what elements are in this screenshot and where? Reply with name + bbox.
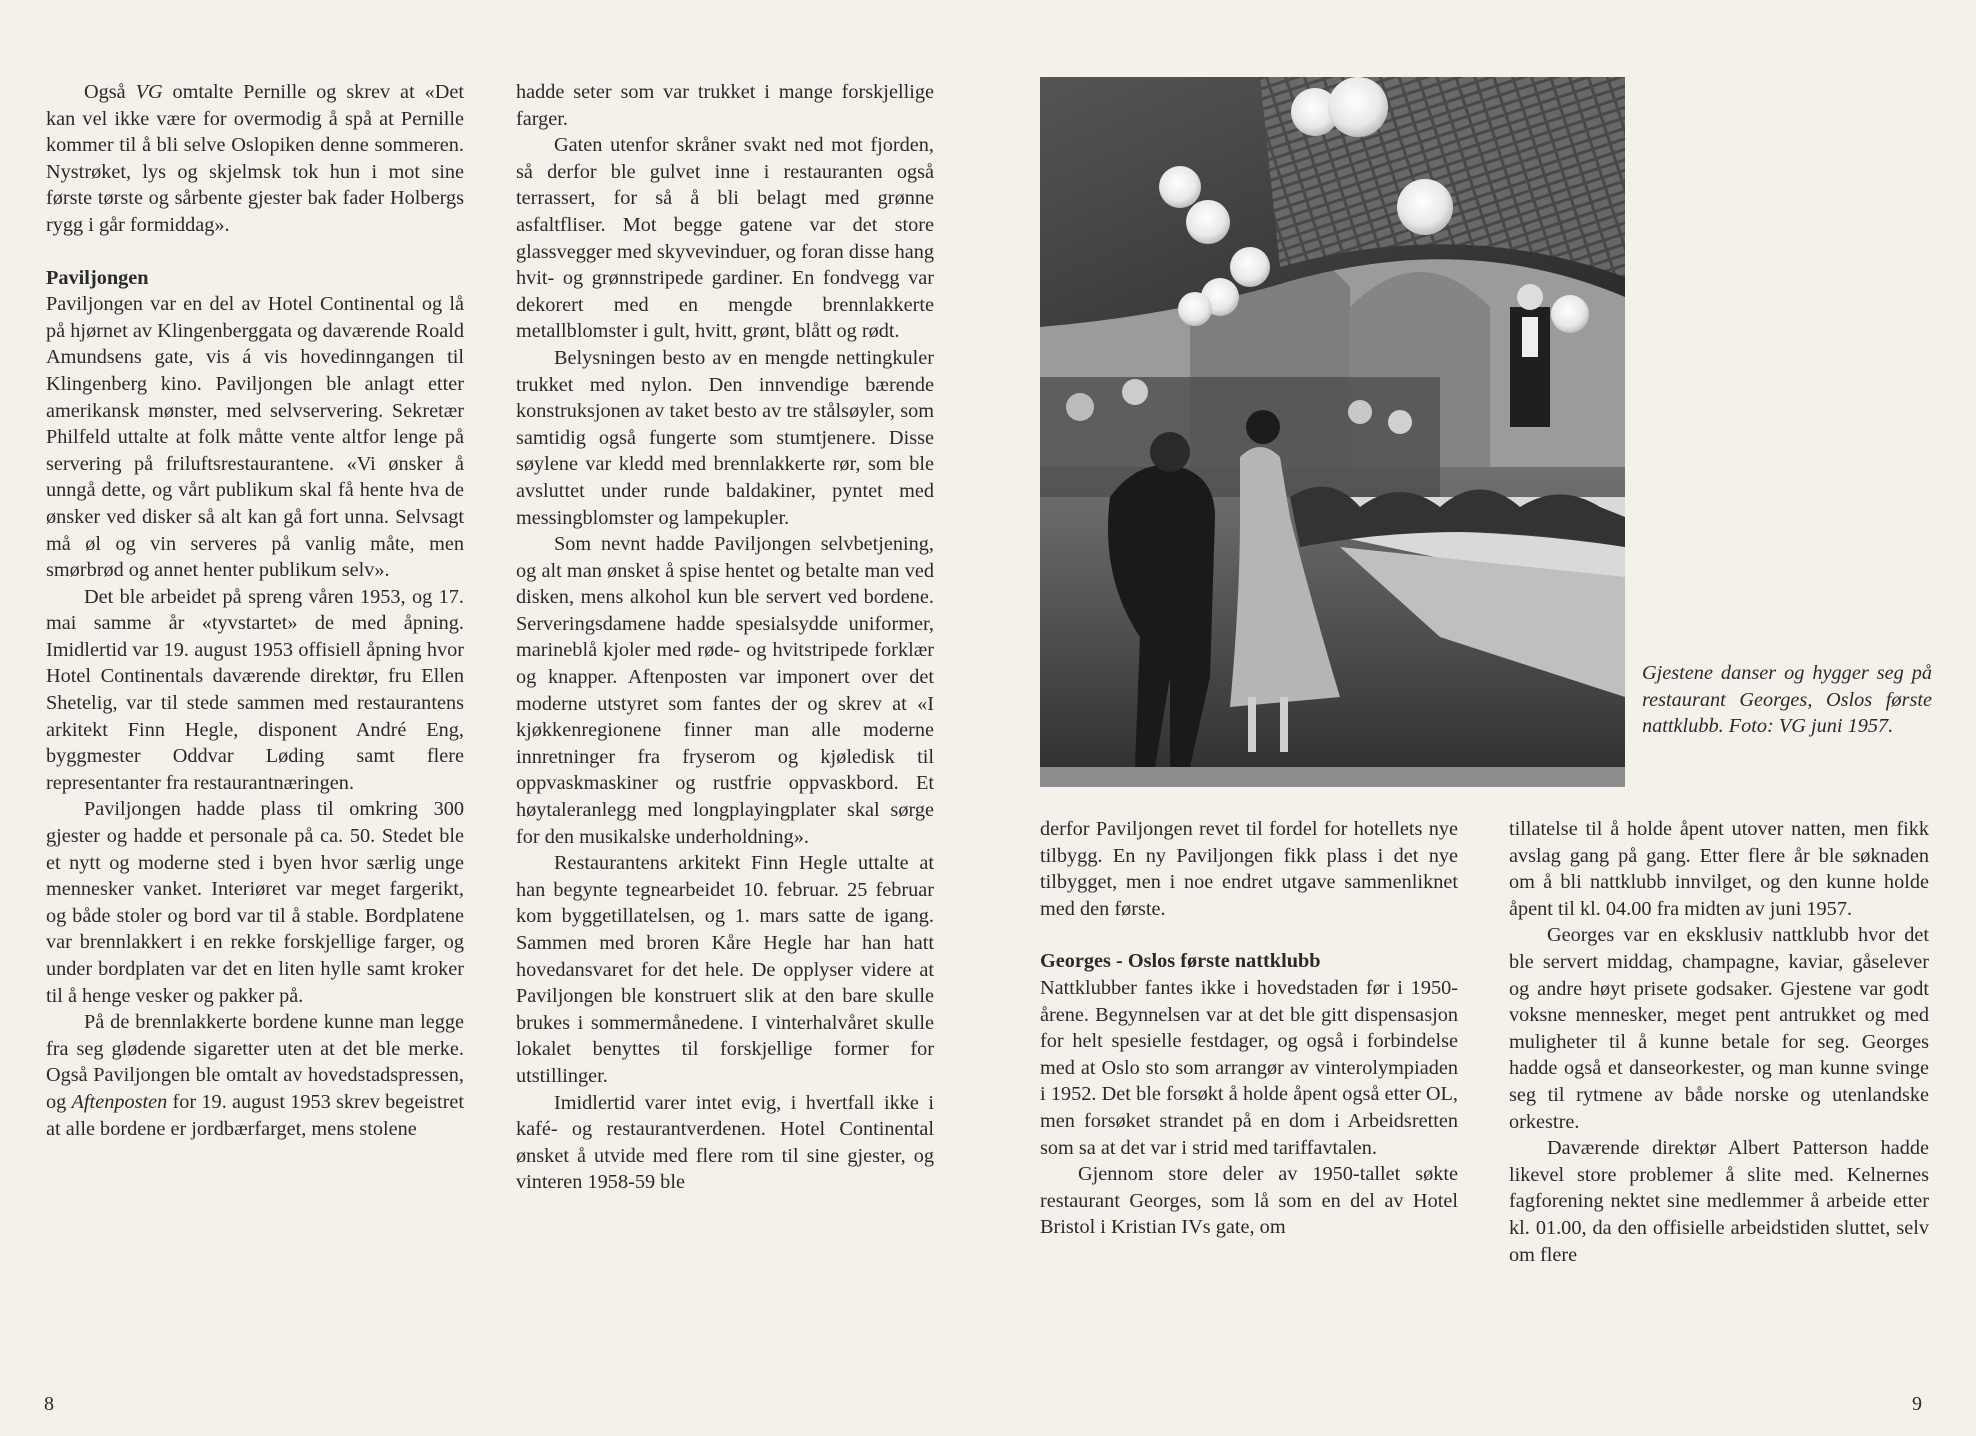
paragraph: Belysningen besto av en mengde nettingkuler trukket med nylon. Den innvendige bærende konstruksjonen av taket besto av tre stålsøyler, som samtidig også fungerte som stumtjenere. Disse søylene var kledd med brennlakkerte rør, som ble avsluttet under runde baldakiner, pyntet med messingblomster og lampekupler. — [516, 346, 934, 529]
section-heading-paviljongen: Paviljongen — [46, 266, 149, 289]
paragraph: Paviljongen var en del av Hotel Continental og lå på hjørnet av Klingenberggata og daværende Roald Amundsens gate, vis á vis hovedinngangen til Klingenberg kino. Paviljongen ble anlagt etter amerikansk mønster, med selvservering. Sekretær Philfeld uttalte at folk måtte vente altfor lenge på servering på friluftsrestaurantene. «Vi ønsker å unngå dette, og vårt publikum skal få hente hva de ønsker ved disker så alt kan gå fort unna. Selvsagt må øl og vin serveres på vanlig måte, men smørbrød og annet henter publikum selv». — [46, 293, 464, 582]
photo-dancing-nightclub-icon — [1040, 77, 1625, 787]
paragraph: Som nevnt hadde Paviljongen selvbetjening, og alt man ønsket å spise hentet og betalte man ved disken, mens alkohol kun ble servert ved bordene. Serveringsdamene hadde spesialsydde uniformer, marineblå kjoler med røde- og hvitstripede forklær og knapper. Aftenposten var imponert over det moderne utstyret som fantes der og skrev at «I kjøkkenregionene finner man alle moderne innretninger fra fryserom og kjøledisk til oppvaskmaskiner og rustfrie oppvaskbord. Et høytaleranlegg med longplayingplater skal sørge for den musikalske underholdning». — [516, 533, 934, 848]
paragraph: Restaurantens arkitekt Finn Hegle uttalte at han begynte tegnearbeidet 10. februar. 25 februar kom byggetillatelsen, og 1. mars satte de igang. Sammen med broren Kåre Hegle har han hatt hovedansvaret for det hele. De opplyser videre at Paviljongen ble konstruert slik at den bare skulle brukes i sommermånedene. I vinterhalvåret skulle lokalet benyttes til forskjellige former for utstillinger. — [516, 852, 934, 1087]
paragraph: På de brennlakkerte bordene kunne man legge fra seg glødende sigaretter uten at det ble merke. Også Paviljongen ble omtalt av hovedstadspressen, og Aftenposten for 19. august 1953 skrev begeistret at alle bordene er jordbærfarget, mens stolene — [46, 1011, 465, 1140]
left-column-2 — [516, 79, 934, 1196]
paragraph: derfor Paviljongen revet til fordel for hotellets nye tilbygg. En ny Paviljongen fikk plass i det nye tilbygget, men i noe endret utgave sammenliknet med den første. — [1040, 818, 1458, 920]
page-number-right: 9 — [1912, 1393, 1922, 1415]
section-heading-georges: Georges - Oslos første nattklubb — [1040, 950, 1321, 973]
paragraph: Nattklubber fantes ikke i hovedstaden før i 1950-årene. Begynnelsen var at det ble gitt dispensasjon for helt spesielle festdager, og også i forbindelse med at Oslo sto som arrangør av vinterolympiaden i 1952. Det ble forsøkt å holde åpent også etter OL, men forsøket strandet på en dom i Arbeidsretten som sa at det var i strid med tariffavtalen. — [1040, 976, 1458, 1159]
right-column-2 — [1509, 816, 1929, 1268]
paragraph: Gaten utenfor skråner svakt ned mot fjorden, så derfor ble gulvet inne i restauranten også terrassert, for så å bli belagt med grønne asfaltfliser. Mot begge gatene var det store glassvegger med skyvevinduer, og foran disse hang hvit- og grønnstripede gardiner. En fondvegg var dekorert med en mengde brennlakkerte metallblomster i gult, hvitt, grønt, blått og rødt. — [516, 134, 934, 343]
photo-caption: Gjestene danser og hygger seg på restaurant Georges, Oslos første nattklubb. Foto: VG juni 1957. — [1642, 662, 1932, 738]
right-column-1 — [1040, 816, 1458, 1241]
left-column-1 — [46, 79, 464, 1142]
paragraph: Paviljongen hadde plass til omkring 300 gjester og hadde et personale på ca. 50. Stedet ble et nytt og moderne sted i byen hvor særlig unge mennesker vanket. Interiøret var meget fargerikt, og både stoler og bord var til å stable. Bordplatene var brennlakkert i en rekke forskjellige farger, og under bordplaten var det en liten hylle samt kroker til å henge vesker og pakker på. — [46, 798, 464, 1007]
paragraph: Georges var en eksklusiv nattklubb hvor det ble servert middag, champagne, kaviar, gåselever og andre høyt prisete godsaker. Gjestene var godt voksne mennesker, meget pent antrukket og med muligheter til å kunne betale for seg. Georges hadde også et danseorkester, og man kunne svinge seg til rytmene av både norske og utenlandske orkestre. — [1509, 924, 1929, 1133]
paragraph: Det ble arbeidet på spreng våren 1953, og 17. mai samme år «tyvstartet» de med åpning. Imidlertid var 19. august 1953 offisiell åpning hvor Hotel Continentals daværende direktør, fru Ellen Shetelig, var til stede sammen med restaurantens arkitekt Finn Hegle, disponent André Eng, byggmester Oddvar Løding samt flere representanter fra restaurantnæringen. — [46, 585, 464, 794]
paragraph: Gjennom store deler av 1950-tallet søkte restaurant Georges, som lå som en del av Hotel Bristol i Kristian IVs gate, om — [1040, 1163, 1458, 1239]
paragraph: Også VG omtalte Pernille og skrev at «Det kan vel ikke være for overmodig å spå at Pernille kommer til å bli selve Oslopiken denne sommeren. Nystrøket, lys og skjelmsk tok hun i mot sine første tørste og sårbente gjester bak fader Holbergs rygg i går formiddag». — [46, 81, 464, 236]
page-number-left: 8 — [44, 1393, 54, 1415]
paragraph: Imidlertid varer intet evig, i hvertfall ikke i kafé- og restaurantverdenen. Hotel Continental ønsket å utvide med flere rom til sine gjester, og vinteren 1958-59 ble — [516, 1091, 934, 1194]
paragraph: hadde seter som var trukket i mange forskjellige farger. — [516, 81, 934, 130]
paragraph: tillatelse til å holde åpent utover natten, men fikk avslag gang på gang. Etter flere år ble søknaden om å bli nattklubb innvilget, og den kunne holde åpent til kl. 04.00 fra midten av juni 1957. — [1509, 818, 1929, 920]
paragraph: Daværende direktør Albert Patterson hadde likevel store problemer å slite med. Kelnernes fagforening nektet sine medlemmer å arbeide etter kl. 01.00, da den offisielle arbeidstiden sluttet, selv om flere — [1509, 1137, 1929, 1266]
